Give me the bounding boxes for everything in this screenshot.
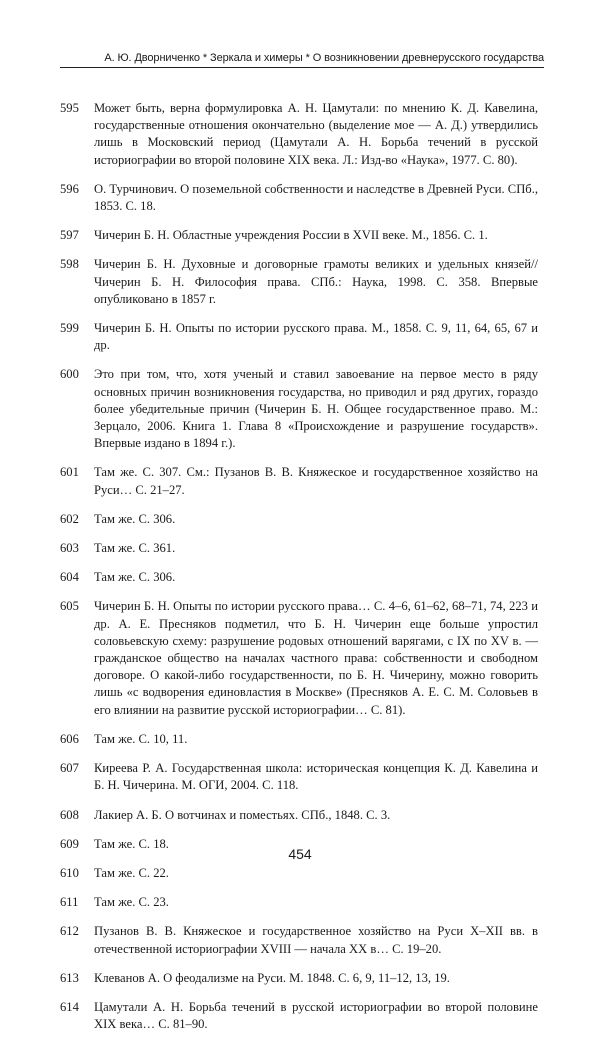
footnote-text: Клеванов А. О феодализме на Руси. М. 1848. С. 6, 9, 11–12, 13, 19.: [94, 970, 450, 985]
footnote: [60, 464, 538, 498]
footnote-number: 602: [60, 511, 79, 526]
running-header: А. Ю. Дворниченко * Зеркала и химеры * О возникновении древнерусского государства: [60, 52, 544, 68]
footnote-text: Там же. С. 22.: [94, 865, 169, 880]
footnote-number: 600: [60, 367, 79, 382]
footnote: [60, 999, 538, 1033]
footnote-text: Там же. С. 18.: [94, 836, 169, 851]
footnote: [60, 511, 538, 528]
footnote-number: 607: [60, 761, 79, 776]
footnote-number: 606: [60, 731, 79, 746]
footnote: [60, 923, 538, 957]
footnote-number: 601: [60, 465, 79, 480]
footnote: [60, 366, 538, 452]
footnote: [60, 807, 538, 824]
footnote-text: Там же. С. 361.: [94, 541, 176, 556]
footnote-number: 597: [60, 228, 79, 243]
footnote-text: Это при том, что, хотя ученый и ставил завоевание на первое место в ряду основных причин возникновения государства, но приводил и ряд других, гораздо более убедительные причин (Чичерин Б. Н. Общее государственное право. М.: Зерцало, 2006. Книга 1. Глава 8 «Происхождение и разрушение государств». Впервые издано в 1894 г.).: [94, 367, 538, 451]
footnote-number: 612: [60, 924, 79, 939]
footnote-text: Там же. С. 23.: [94, 895, 169, 910]
footnote-number: 608: [60, 807, 79, 822]
footnote: [60, 320, 538, 354]
footnote-text: Чичерин Б. Н. Опыты по истории русского права… С. 4–6, 61–62, 68–71, 74, 223 и др. А. Е. Пресняков подметил, что Б. Н. Чичерин еще больше упростил соловьевскую схему: разрушение родовых отношений варягами, с IX по XV в. — гражданское общество на началах частного права: собственности и свободном договоре. О какой-либо государственности, по Б. Н. Чичерину, можно говорить лишь «с водворения единовластия в Москве» (Пресняков А. Е. С. М. Соловьев в его влиянии на развитие русской историографии… С. 81).: [94, 599, 538, 717]
footnote-number: 605: [60, 599, 79, 614]
footnote-number: 598: [60, 257, 79, 272]
footnote-text: Может быть, верна формулировка А. Н. Цамутали: по мнению К. Д. Кавелина, государственные отношения окончательно (выделение мое — А. Д.) утвердились лишь в Московский период (Цамутали А. Н. Борьба течений в русской историографии во второй половине XIX века. Л.: Изд-во «Наука», 1977. С. 80).: [94, 101, 538, 167]
footnote-number: 611: [60, 895, 79, 910]
footnote-text: Чичерин Б. Н. Областные учреждения России в XVII веке. М., 1856. С. 1.: [94, 228, 488, 243]
footnote-number: 596: [60, 181, 79, 196]
footnote-text: Там же. С. 307. См.: Пузанов В. В. Княжеское и государственное хозяйство на Руси… С. 21–27.: [94, 465, 538, 497]
footnote: [60, 970, 538, 987]
footnote: [60, 256, 538, 308]
footnote-number: 595: [60, 101, 79, 115]
footnote: [60, 894, 538, 911]
footnote-text: Лакиер А. Б. О вотчинах и поместьях. СПб., 1848. С. 3.: [94, 807, 391, 822]
footnote: [60, 540, 538, 557]
footnote: [60, 760, 538, 794]
footnote-text: Там же. С. 10, 11.: [94, 731, 188, 746]
footnote: [60, 569, 538, 586]
footnote-text: Чичерин Б. Н. Опыты по истории русского права. М., 1858. С. 9, 11, 64, 65, 67 и др.: [94, 321, 538, 353]
footnote-number: 599: [60, 321, 79, 336]
footnote-text: Киреева Р. А. Государственная школа: историческая концепция К. Д. Кавелина и Б. Н. Чичерина. М. ОГИ, 2004. С. 118.: [94, 761, 538, 793]
footnote: [60, 731, 538, 748]
footnote: [60, 598, 538, 718]
footnote: [60, 100, 538, 169]
footnote-number: 610: [60, 865, 79, 880]
footnote-number: 614: [60, 999, 79, 1014]
footnote: [60, 865, 538, 882]
footnote: [60, 181, 538, 215]
footnote-text: Цамутали А. Н. Борьба течений в русской историографии во второй половине XIX века… С. 81–90.: [94, 999, 538, 1032]
page-number: 454: [288, 846, 312, 862]
footnote: [60, 227, 538, 244]
footnote-number: 613: [60, 970, 79, 985]
footnote-number: 603: [60, 541, 79, 556]
footnote-number: 609: [60, 836, 79, 851]
footnote-text: Чичерин Б. Н. Духовные и договорные грамоты великих и удельных князей// Чичерин Б. Н. Философия права. СПб.: Наука, 1998. С. 358. Впервые опубликовано в 1857 г.: [94, 257, 538, 306]
footnote-text: Пузанов В. В. Княжеское и государственное хозяйство на Руси X–XII вв. в отечественной историографии XVIII — начала XX в… С. 19–20.: [94, 924, 538, 956]
footnote-list: [60, 100, 538, 1045]
footnote-text: О. Турчинович. О поземельной собственности и наследстве в Древней Руси. СПб., 1853. С. 18.: [94, 181, 538, 214]
footnote-text: Там же. С. 306.: [94, 511, 176, 526]
footnote-number: 604: [60, 570, 79, 585]
footnote-text: Там же. С. 306.: [94, 570, 176, 585]
